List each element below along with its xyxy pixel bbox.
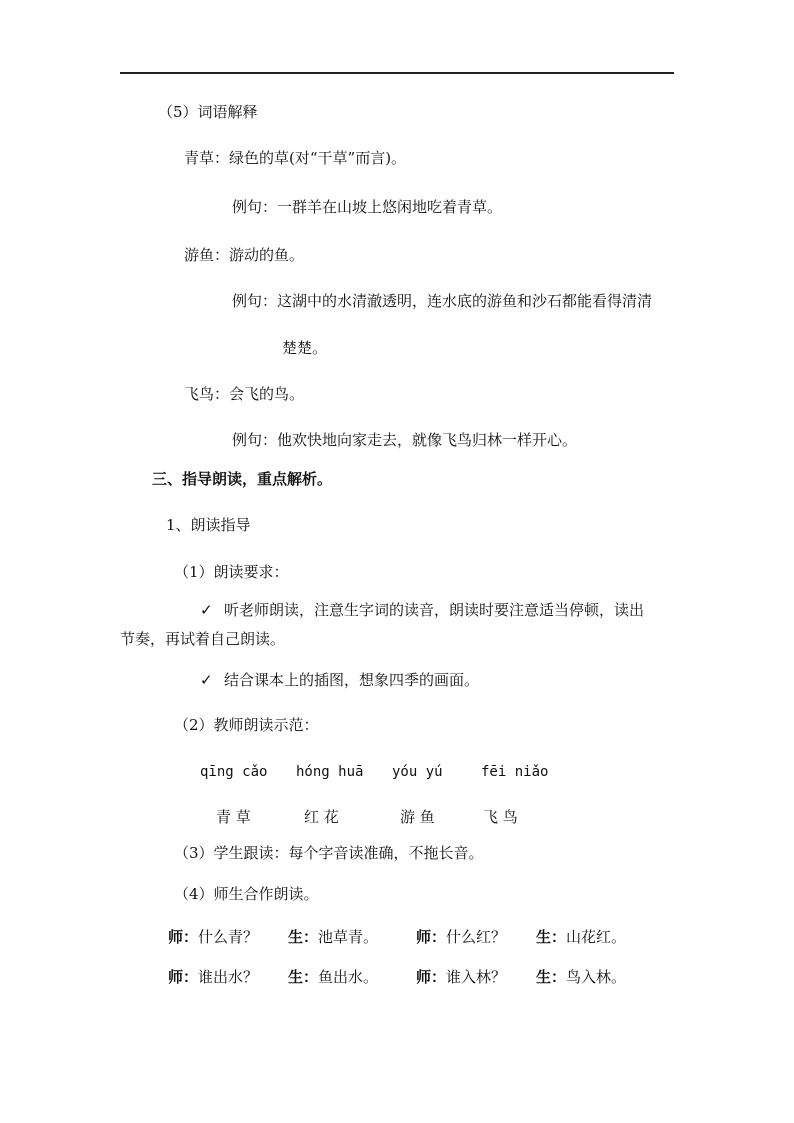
dialog-1-1	[168, 927, 258, 947]
dialog-text: 鱼出水。	[318, 968, 379, 986]
dialog-2-2	[288, 967, 378, 987]
speaker-label: 生：	[288, 928, 319, 946]
dialog-text: 什么青？	[198, 928, 259, 946]
dialog-2-3	[416, 967, 506, 987]
dialog-text: 池草青。	[318, 928, 379, 946]
requirement-1-line2: 节奏，再试着自己朗读。	[120, 630, 286, 648]
speaker-label: 师：	[168, 928, 199, 946]
requirement-1-text: 听老师朗读，注意生字词的读音，朗读时要注意适当停顿，读出	[224, 601, 645, 619]
example-youyu-line1: 例句：这湖中的水清澈透明，连水底的游鱼和沙石都能看得清清	[232, 292, 653, 310]
dialog-1-3	[416, 927, 506, 947]
pinyin-qingcao: qīng cǎo	[200, 764, 268, 780]
student-follow-reading: （3）学生跟读：每个字音读准确，不拖长音。	[174, 844, 484, 862]
check-icon: ✓	[200, 601, 213, 619]
pinyin-youyu: yóu yú	[392, 764, 443, 780]
reading-requirements: （1）朗读要求：	[174, 563, 289, 581]
dialog-1-4	[536, 927, 626, 947]
subsection-reading-guide: 1、朗读指导	[166, 516, 251, 534]
term-feiniao: 飞鸟：会飞的鸟。	[184, 385, 305, 403]
cooperative-reading: （4）师生合作朗读。	[174, 885, 319, 903]
pinyin-feiniao: fēi niǎo	[481, 764, 549, 780]
requirement-2	[200, 670, 479, 690]
speaker-label: 生：	[288, 968, 319, 986]
chars-qingcao: 青 草	[216, 808, 251, 826]
pinyin-honghua: hóng huā	[296, 764, 364, 780]
dialog-1-2	[288, 927, 378, 947]
term-youyu: 游鱼：游动的鱼。	[184, 246, 305, 264]
speaker-label: 生：	[536, 928, 567, 946]
dialog-2-1	[168, 967, 258, 987]
chars-honghua: 红 花	[304, 808, 339, 826]
dialog-text: 鸟入林。	[566, 968, 627, 986]
dialog-text: 什么红？	[446, 928, 507, 946]
speaker-label: 生：	[536, 968, 567, 986]
header-rule	[120, 72, 674, 74]
speaker-label: 师：	[416, 968, 447, 986]
check-icon: ✓	[200, 671, 213, 689]
example-youyu-line2: 楚楚。	[282, 339, 328, 357]
requirement-1-line1	[200, 600, 644, 620]
requirement-2-text: 结合课本上的插图，想象四季的画面。	[224, 671, 480, 689]
dialog-text: 山花红。	[566, 928, 627, 946]
example-feiniao: 例句：他欢快地向家走去，就像飞鸟归林一样开心。	[232, 431, 578, 449]
example-qingcao: 例句：一群羊在山坡上悠闲地吃着青草。	[232, 198, 503, 216]
teacher-demo: （2）教师朗读示范：	[174, 716, 319, 734]
term-qingcao: 青草：绿色的草(对“干草”而言)。	[184, 149, 407, 167]
dialog-2-4	[536, 967, 626, 987]
section-3-heading: 三、指导朗读，重点解析。	[152, 470, 333, 488]
chars-youyu: 游 鱼	[400, 808, 435, 826]
dialog-text: 谁入林？	[446, 968, 507, 986]
chars-feiniao: 飞 鸟	[483, 808, 518, 826]
speaker-label: 师：	[168, 968, 199, 986]
section-5-title: （5）词语解释	[158, 103, 258, 121]
dialog-text: 谁出水？	[198, 968, 259, 986]
speaker-label: 师：	[416, 928, 447, 946]
